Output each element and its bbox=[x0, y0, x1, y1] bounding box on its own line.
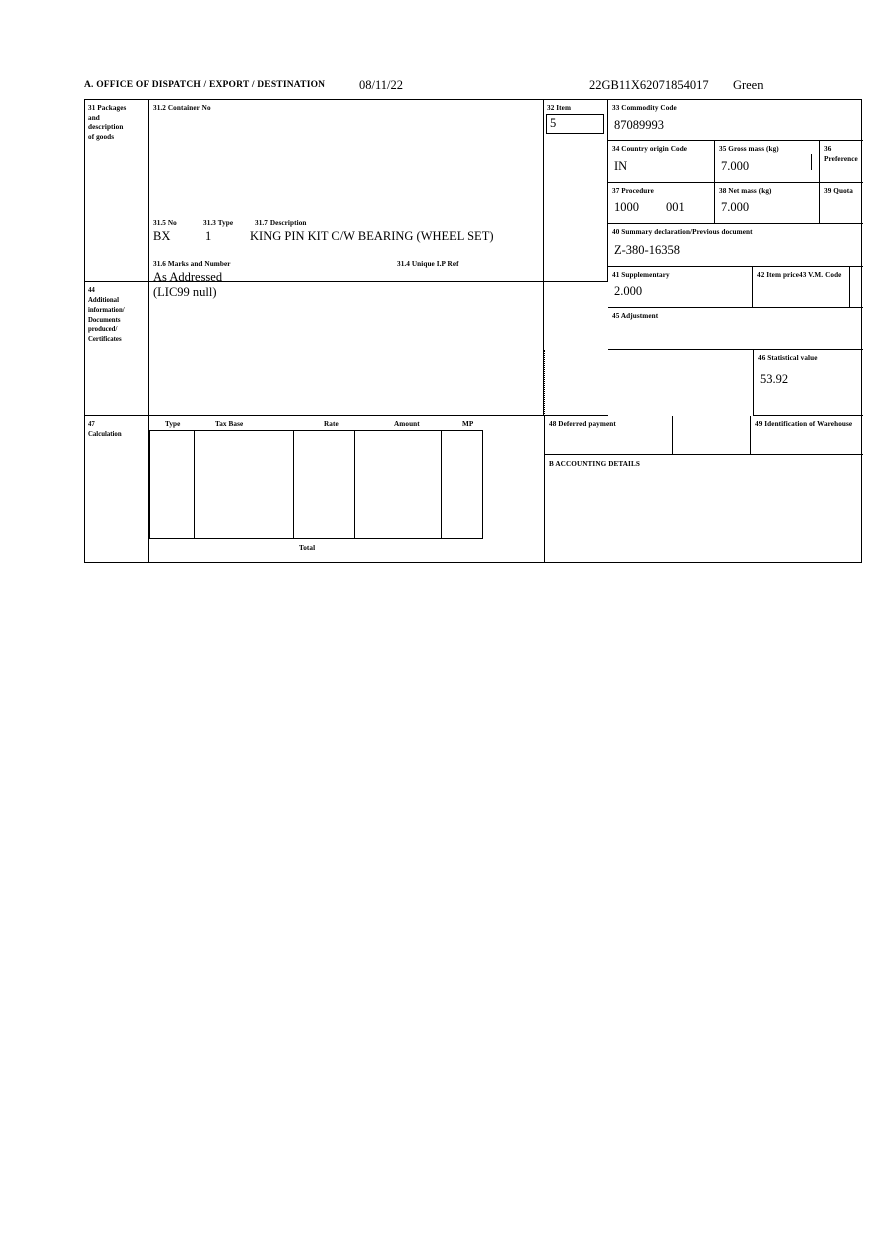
box-45-label: 45 Adjustment bbox=[612, 312, 659, 320]
box-47-vline-1 bbox=[194, 431, 195, 538]
box-46-value: 53.92 bbox=[760, 372, 789, 386]
box-b-accounting-details bbox=[544, 455, 863, 563]
box-39-label: 39 Quota bbox=[824, 187, 853, 195]
box-37-value-b: 001 bbox=[666, 200, 685, 214]
box-47-vline-3 bbox=[354, 431, 355, 538]
box-31-5-no-value: BX bbox=[153, 229, 171, 243]
box-a-label: A. OFFICE OF DISPATCH / EXPORT / DESTINATION bbox=[84, 80, 326, 90]
box-37-value-a: 1000 bbox=[614, 200, 639, 214]
box-47-col-tax-base: Tax Base bbox=[215, 420, 244, 428]
box-43-vm-code bbox=[799, 267, 863, 308]
box-31-6-marks-label: 31.6 Marks and Number bbox=[153, 260, 231, 268]
box-31-2-container-label: 31.2 Container No bbox=[153, 104, 211, 112]
box-31-7-description-value: KING PIN KIT C/W BEARING (WHEEL SET) bbox=[250, 229, 494, 243]
box-41-value: 2.000 bbox=[614, 284, 643, 298]
box-47-calculation-table bbox=[149, 416, 544, 563]
box-33-value: 87089993 bbox=[614, 118, 664, 132]
box-32-label: 32 Item bbox=[547, 104, 572, 112]
box-31-3-type-value: 1 bbox=[205, 229, 212, 243]
box-47-col-rate: Rate bbox=[324, 420, 339, 428]
box-35-gross-mass bbox=[715, 141, 820, 183]
box-44-additional-information bbox=[149, 282, 544, 416]
box-41-label: 41 Supplementary bbox=[612, 271, 670, 279]
box-b-label: B ACCOUNTING DETAILS bbox=[549, 460, 640, 468]
box-47-total-row bbox=[149, 539, 483, 559]
box-37-procedure bbox=[608, 183, 715, 224]
box-38-net-mass bbox=[715, 183, 820, 224]
box-40-label: 40 Summary declaration/Previous document bbox=[612, 228, 753, 236]
box-31-5-no-label: 31.5 No bbox=[153, 219, 177, 227]
box-47-col-mp: MP bbox=[462, 420, 474, 428]
box-34-value: IN bbox=[614, 159, 628, 173]
box-41-supplementary bbox=[608, 267, 753, 308]
box-31-4-ucr-label: 31.4 Unique I.P Ref bbox=[397, 260, 459, 268]
box-39-quota bbox=[820, 183, 863, 224]
box-35-divider bbox=[811, 154, 812, 170]
lane-value: Green bbox=[732, 78, 764, 92]
box-49-warehouse bbox=[751, 416, 863, 455]
box-47-vline-2 bbox=[293, 431, 294, 538]
box-40-previous-document bbox=[608, 224, 863, 267]
box-34-country-origin bbox=[608, 141, 715, 183]
box-31-7-description-label: 31.7 Description bbox=[255, 219, 307, 227]
declaration-frame bbox=[84, 99, 862, 563]
box-47-total-label: Total bbox=[299, 544, 316, 552]
box-40-value: Z-380-16358 bbox=[614, 243, 680, 257]
box-31-6-marks-value: As Addressed bbox=[153, 270, 223, 284]
box-33-commodity-code bbox=[608, 100, 863, 141]
box-43-label: 43 V.M. Code bbox=[799, 271, 842, 279]
box-35-label: 35 Gross mass (kg) bbox=[719, 145, 779, 153]
declaration-date: 08/11/22 bbox=[359, 78, 403, 92]
box-32-value-box bbox=[546, 114, 604, 134]
box-46-label: 46 Statistical value bbox=[758, 354, 818, 362]
box-45-adjustment bbox=[608, 308, 863, 350]
mrn-and-lane bbox=[589, 78, 763, 93]
box-44-value: (LIC99 null) bbox=[153, 285, 217, 299]
box-46-statistical-value bbox=[753, 350, 863, 416]
header-row bbox=[84, 80, 862, 96]
box-37-label: 37 Procedure bbox=[612, 187, 654, 195]
box-47-label: 47 Calculation bbox=[85, 416, 149, 563]
box-48-extension bbox=[673, 416, 751, 455]
box-44-label: 44 Additional information/ Documents produced/ Certificates bbox=[85, 282, 149, 416]
box-38-value: 7.000 bbox=[721, 200, 750, 214]
box-47-grid bbox=[149, 430, 483, 539]
box-34-label: 34 Country origin Code bbox=[612, 145, 688, 153]
box-35-value: 7.000 bbox=[721, 159, 750, 173]
box-38-label: 38 Net mass (kg) bbox=[719, 187, 772, 195]
box-48-label: 48 Deferred payment bbox=[549, 420, 616, 428]
box-48-deferred-payment bbox=[544, 416, 673, 455]
box-47-vline-4 bbox=[441, 431, 442, 538]
box-36-label: 36 Preference bbox=[824, 145, 858, 163]
box-31-goods-description bbox=[149, 100, 544, 282]
box-42-label: 42 Item price bbox=[757, 271, 800, 279]
box-36-preference bbox=[820, 141, 863, 183]
box-31-3-type-label: 31.3 Type bbox=[203, 219, 234, 227]
box-47-col-amount: Amount bbox=[394, 420, 420, 428]
box-32-value: 5 bbox=[550, 116, 557, 130]
box-46-dotted-separator bbox=[544, 350, 545, 416]
box-33-label: 33 Commodity Code bbox=[612, 104, 677, 112]
box-49-label: 49 Identification of Warehouse bbox=[755, 420, 853, 428]
box-31-label: 31 Packages and description of goods bbox=[85, 100, 149, 282]
box-32-item bbox=[544, 100, 608, 282]
mrn-value: 22GB11X62071854017 bbox=[589, 78, 709, 92]
box-44-spacer bbox=[544, 282, 608, 416]
box-47-col-type: Type bbox=[165, 420, 181, 428]
